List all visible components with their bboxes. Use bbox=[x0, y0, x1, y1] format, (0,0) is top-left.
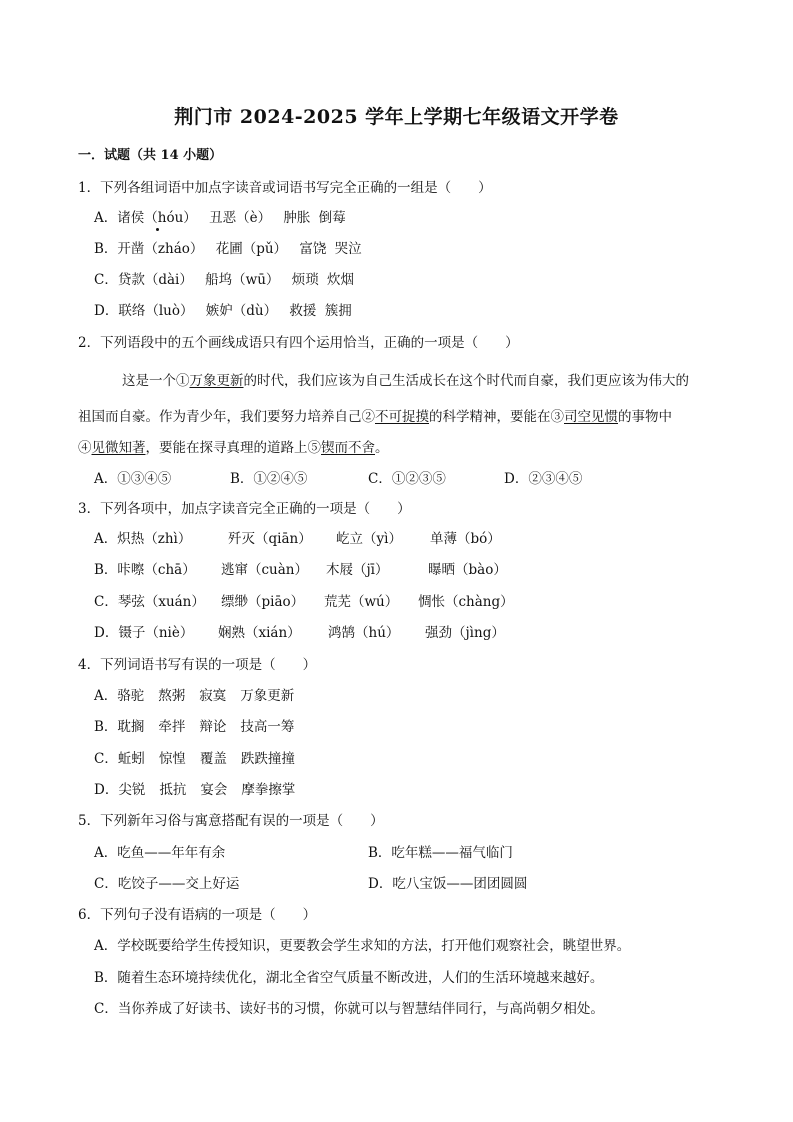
q3-c-2: 缥缈（piāo） bbox=[221, 594, 305, 610]
q3-b-4: 曝晒（bào） bbox=[428, 562, 507, 578]
q1d-word3: 救援 bbox=[289, 303, 317, 319]
q3-a-3: 屹立（yì） bbox=[336, 531, 402, 547]
q1d-word4: 簇拥 bbox=[324, 303, 352, 319]
q5-option-d: D．吃八宝饭——团团圆圆 bbox=[368, 876, 528, 892]
q3-a-4: 单薄（bó） bbox=[430, 531, 501, 547]
q3-a-2: 歼灭（qiān） bbox=[228, 531, 312, 547]
q4-option-c: C．蚯蚓 惊惶 覆盖 跌跌撞撞 bbox=[94, 751, 295, 767]
question-4-stem: 4．下列词语书写有误的一项是（ ） bbox=[78, 657, 317, 673]
q4-option-d: D．尖锐 抵抗 宴会 摩拳擦掌 bbox=[94, 782, 296, 798]
q2-option-d: D．②③④⑤ bbox=[504, 471, 583, 487]
question-3-stem: 3．下列各项中，加点字读音完全正确的一项是（ ） bbox=[78, 501, 411, 517]
q1a-word2: 丑恶（è） bbox=[209, 210, 272, 226]
q4-option-a: A．骆驼 熬粥 寂寞 万象更新 bbox=[94, 688, 295, 704]
page-title: 荆门市 2024-2025 学年上学期七年级语文开学卷 bbox=[174, 106, 619, 128]
q2-idiom-2: 不可捉摸 bbox=[375, 409, 429, 425]
q2-option-b: B．①②④⑤ bbox=[230, 471, 308, 487]
q4-option-b: B．耽搁 牵拌 辩论 技高一筹 bbox=[94, 719, 295, 735]
q2-passage-line-1: 这是一个①万象更新的时代，我们应该为自己生活成长在这个时代而自豪，我们更应该为伟大的 bbox=[122, 373, 689, 389]
q1c-word3: 烦琐 bbox=[291, 272, 319, 288]
q5-option-b: B．吃年糕——福气临门 bbox=[368, 845, 513, 861]
q1c-word4: 炊烟 bbox=[327, 272, 354, 288]
q1-option-a: A．诸侯（hóu） 丑恶（è） 肿胀 倒莓 bbox=[94, 210, 346, 226]
question-5-stem: 5．下列新年习俗与寓意搭配有误的一项是（ ） bbox=[78, 813, 384, 829]
q1b-word4: 哭泣 bbox=[334, 241, 362, 257]
q2-idiom-3: 司空见惯 bbox=[564, 409, 618, 425]
q3-d-2: 娴熟（xián） bbox=[218, 625, 301, 641]
q1-option-c: C．贷款（dài） 船坞（wū） 烦琐 炊烟 bbox=[94, 272, 354, 288]
question-6-stem: 6．下列句子没有语病的一项是（ ） bbox=[78, 907, 317, 923]
q5-option-a: A．吃鱼——年年有余 bbox=[94, 845, 226, 861]
q3-c-1: C．琴弦（xuán） bbox=[94, 594, 205, 610]
q3-c-3: 荒芜（wú） bbox=[324, 594, 399, 610]
q3-d-4: 强劲（jìng） bbox=[425, 625, 505, 641]
q1a-word1: 诸侯（hóu） bbox=[117, 210, 197, 226]
q3-b-1: B．咔嚓（chā） bbox=[94, 562, 196, 578]
q6-option-a: A．学校既要给学生传授知识，更要教会学生求知的方法，打开他们观察社会，眺望世界。 bbox=[94, 938, 631, 954]
q1d-word1: 联络（luò） bbox=[118, 303, 194, 319]
q3-c-4: 惆怅（chàng） bbox=[418, 594, 514, 610]
q3-b-3: 木屐（jī） bbox=[326, 562, 389, 578]
q2-option-a: A．①③④⑤ bbox=[94, 471, 172, 487]
q3-d-1: D．镊子（niè） bbox=[94, 625, 194, 641]
q1b-word1: 开凿（zháo） bbox=[117, 241, 204, 257]
q3-a-1: A．炽热（zhì） bbox=[94, 531, 192, 547]
q6-option-b: B．随着生态环境持续优化，湖北全省空气质量不断改进，人们的生活环境越来越好。 bbox=[94, 970, 604, 986]
q1a-word4: 倒莓 bbox=[318, 210, 346, 226]
question-2-stem: 2．下列语段中的五个画线成语只有四个运用恰当，正确的一项是（ ） bbox=[78, 335, 519, 351]
q1b-word2: 花圃（pǔ） bbox=[215, 241, 288, 257]
q1b-word3: 富饶 bbox=[299, 241, 327, 257]
q2-idiom-1: 万象更新 bbox=[189, 373, 244, 389]
question-1-stem: 1．下列各组词语中加点字读音或词语书写完全正确的一组是（ ） bbox=[78, 180, 492, 196]
q3-b-2: 逃窜（cuàn） bbox=[221, 562, 308, 578]
q3-d-3: 鸿鹄（hú） bbox=[328, 625, 400, 641]
q2-option-c: C．①②③⑤ bbox=[368, 471, 446, 487]
q2-passage-line-3: ④见微知著，要能在探寻真理的道路上⑤锲而不舍。 bbox=[78, 440, 389, 456]
q1-option-d: D．联络（luò） 嫉妒（dù） 救援 簇拥 bbox=[94, 303, 352, 319]
q6-option-c: C．当你养成了好读书、读好书的习惯，你就可以与智慧结伴同行，与高尚朝夕相处。 bbox=[94, 1001, 604, 1017]
q1c-word2: 船坞（wū） bbox=[205, 272, 280, 288]
q2-idiom-5: 锲而不舍 bbox=[321, 440, 375, 456]
q1-option-b: B．开凿（zháo） 花圃（pǔ） 富饶 哭泣 bbox=[94, 241, 362, 257]
q1d-word2: 嫉妒（dù） bbox=[205, 303, 278, 319]
q2-passage-line-2: 祖国而自豪。作为青少年，我们要努力培养自己②不可捉摸的科学精神，要能在③司空见惯的事物中 bbox=[78, 409, 672, 425]
q5-option-c: C．吃饺子——交上好运 bbox=[94, 876, 240, 892]
q2-idiom-4: 见微知著 bbox=[91, 440, 146, 456]
q1c-word1: 贷款（dài） bbox=[117, 272, 193, 288]
q1a-word3: 肿胀 bbox=[283, 210, 311, 226]
section-heading: 一．试题（共 14 小题） bbox=[78, 148, 223, 163]
